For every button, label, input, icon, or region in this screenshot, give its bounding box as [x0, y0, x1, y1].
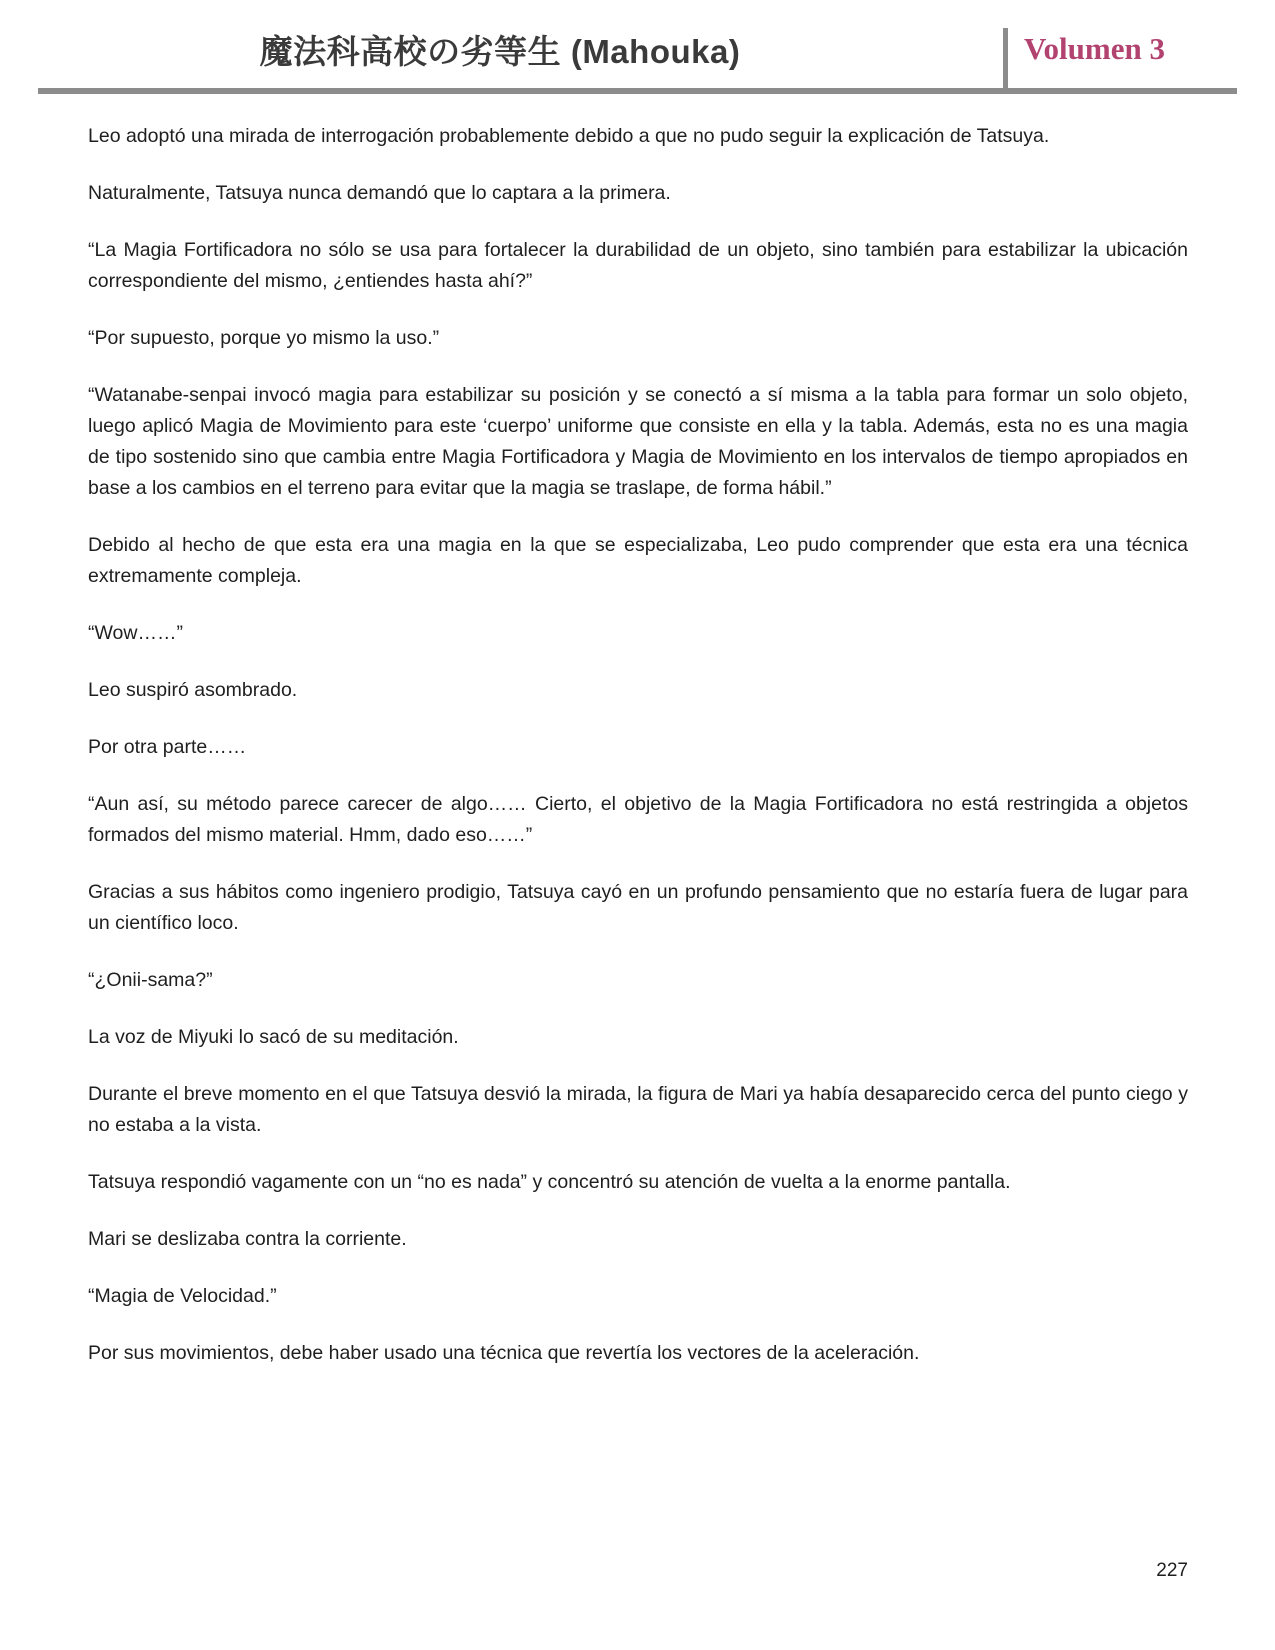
- page-header-title: 魔法科高校の劣等生 (Mahouka): [259, 33, 741, 70]
- paragraph: Naturalmente, Tatsuya nunca demandó que lo captara a la primera.: [88, 182, 671, 204]
- paragraph: “Wow……”: [88, 622, 183, 644]
- paragraph: Debido al hecho de que esta era una magia en la que se especializaba, Leo pudo comprender que esta era una técnica extremamente compleja.: [88, 534, 1188, 587]
- paragraph: “Magia de Velocidad.”: [88, 1285, 277, 1307]
- paragraph: Por otra parte……: [88, 736, 247, 758]
- page-number: 227: [1156, 1560, 1188, 1581]
- paragraph: “Aun así, su método parece carecer de algo…… Cierto, el objetivo de la Magia Fortificadora no está restringida a objetos formados del mismo material. Hmm, dado eso……”: [88, 793, 1188, 846]
- header-horizontal-rule: [38, 88, 1237, 94]
- paragraph: “Watanabe-senpai invocó magia para estabilizar su posición y se conectó a sí misma a la tabla para formar un solo objeto, luego aplicó Magia de Movimiento para este ‘cuerpo’ uniforme que consiste en ella y la tabla. Además, esta no es una magia de tipo sostenido sino que cambia entre Magia Fortificadora y Magia de Movimiento en los intervalos de tiempo apropiados en base a los cambios en el terreno para evitar que la magia se traslape, de forma hábil.”: [88, 384, 1188, 499]
- paragraph: “La Magia Fortificadora no sólo se usa para fortalecer la durabilidad de un objeto, sino también para estabilizar la ubicación correspondiente del mismo, ¿entiendes hasta ahí?”: [88, 239, 1188, 292]
- paragraph: Leo suspiró asombrado.: [88, 679, 298, 701]
- paragraph: La voz de Miyuki lo sacó de su meditación.: [88, 1026, 459, 1048]
- paragraph: Gracias a sus hábitos como ingeniero prodigio, Tatsuya cayó en un profundo pensamiento que no estaría fuera de lugar para un científico loco.: [88, 881, 1188, 934]
- volume-label: Volumen 3: [1024, 31, 1165, 66]
- paragraph: Durante el breve momento en el que Tatsuya desvió la mirada, la figura de Mari ya había desaparecido cerca del punto ciego y no estaba a la vista.: [88, 1083, 1188, 1136]
- paragraph: Por sus movimientos, debe haber usado una técnica que revertía los vectores de la aceleración.: [88, 1342, 920, 1364]
- paragraph: “¿Onii-sama?”: [88, 969, 213, 991]
- paragraph: “Por supuesto, porque yo mismo la uso.”: [88, 327, 440, 349]
- header-vertical-divider: [1003, 28, 1008, 93]
- paragraph: Leo adoptó una mirada de interrogación probablemente debido a que no pudo seguir la explicación de Tatsuya.: [88, 125, 1050, 147]
- body-text: [88, 121, 1188, 1395]
- paragraph: Tatsuya respondió vagamente con un “no es nada” y concentró su atención de vuelta a la enorme pantalla.: [88, 1171, 1011, 1193]
- paragraph: Mari se deslizaba contra la corriente.: [88, 1228, 407, 1250]
